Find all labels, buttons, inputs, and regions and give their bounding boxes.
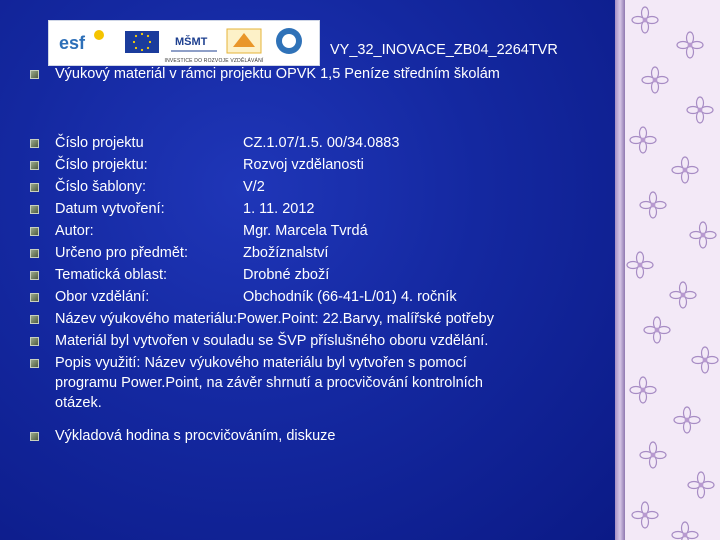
bullet-icon xyxy=(30,359,39,368)
usage-line-2: programu Power.Point, na závěr shrnutí a procvičování kontrolních xyxy=(55,375,483,391)
row-label: Určeno pro předmět: xyxy=(55,245,188,261)
row-value: Drobné zboží xyxy=(243,267,330,283)
usage-line-1: Popis využití: Název výukového materiálu byl vytvořen s pomocí xyxy=(55,355,467,371)
svg-text:esf: esf xyxy=(59,33,86,53)
bullet-icon xyxy=(30,337,39,346)
logo-strip xyxy=(48,20,320,66)
slide-edge-border xyxy=(615,0,625,540)
row-value: Mgr. Marcela Tvrdá xyxy=(243,223,368,239)
logo-caption: INVESTICE DO ROZVOJE VZDĚLÁVÁNÍ xyxy=(164,58,264,64)
svg-text:MŠMT: MŠMT xyxy=(175,36,208,48)
bullet-icon xyxy=(30,293,39,302)
bullet-icon xyxy=(30,249,39,258)
floral-pattern-icon xyxy=(625,0,720,540)
row-label: Obor vzdělání: xyxy=(55,289,150,305)
bullet-icon xyxy=(30,432,39,441)
material-title: Název výukového materiálu:Power.Point: 22.Barvy, malířské potřeby xyxy=(55,311,494,327)
bullet-icon xyxy=(30,227,39,236)
subtitle: Výukový materiál v rámci projektu OPVK 1,5 Peníze středním školám xyxy=(55,66,500,82)
row-value: Obchodník (66-41-L/01) 4. ročník xyxy=(243,289,457,305)
material-code: VY_32_INOVACE_ZB04_2264TVR xyxy=(330,42,558,58)
bullet-icon xyxy=(30,161,39,170)
row-label: Číslo projektu: xyxy=(55,157,148,173)
floral-pattern-strip xyxy=(625,0,720,540)
row-label: Tematická oblast: xyxy=(55,267,168,283)
row-label: Autor: xyxy=(55,223,94,239)
row-label: Datum vytvoření: xyxy=(55,201,165,217)
row-value: 1. 11. 2012 xyxy=(243,201,315,217)
bullet-icon xyxy=(30,183,39,192)
bullet-icon xyxy=(30,315,39,324)
bullet-icon xyxy=(30,271,39,280)
row-label: Číslo šablony: xyxy=(55,179,147,195)
bullet-icon xyxy=(30,70,39,79)
row-value: Zbožíznalství xyxy=(243,245,329,261)
row-value: V/2 xyxy=(243,179,265,195)
row-value: Rozvoj vzdělanosti xyxy=(243,157,364,173)
row-label: Číslo projektu xyxy=(55,135,144,151)
bullet-icon xyxy=(30,205,39,214)
bullet-icon xyxy=(30,139,39,148)
row-value: CZ.1.07/1.5. 00/34.0883 xyxy=(243,135,400,151)
usage-line-3: otázek. xyxy=(55,395,102,411)
lesson-type: Výkladová hodina s procvičováním, diskuze xyxy=(55,428,336,444)
svp-note: Materiál byl vytvořen v souladu se ŠVP příslušného oboru vzdělání. xyxy=(55,333,489,349)
